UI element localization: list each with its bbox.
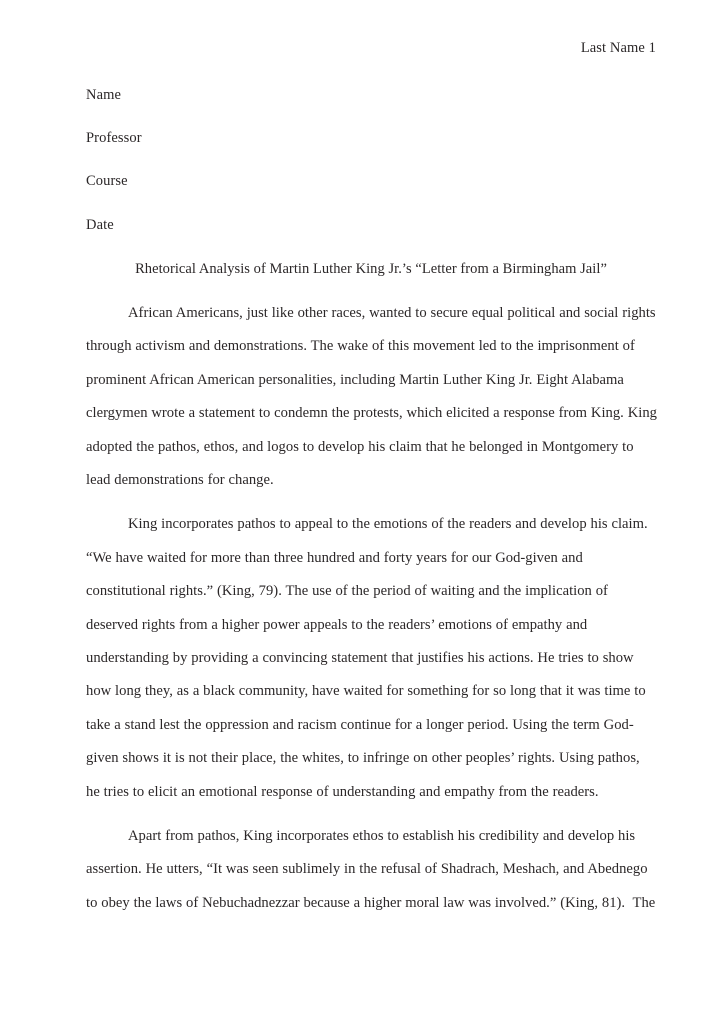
- heading-line-date: Date: [86, 216, 114, 233]
- body-text: [86, 297, 661, 920]
- heading-line-course: Course: [86, 173, 128, 190]
- page-title: Rhetorical Analysis of Martin Luther King Jr.’s “Letter from a Birmingham Jail”: [135, 261, 607, 277]
- heading-line-name: Name: [86, 87, 122, 103]
- paragraph-2: King incorporates pathos to appeal to the emotions of the readers and develop his claim. “We have waited for more than three hundred and forty years for our God-given and constitutional rights.” (King, 79). The use of the period of waiting and the implication of deserved rights from a higher power appeals to the readers’ emotions of empathy and understanding by providing a convincing statement that justifies his actions. He tries to show how long they, as a black community, have waited for something for so long that it was time to take a stand lest the oppression and racism continue for a longer period. Using the term God-given shows it is not their place, the whites, to infringe on other peoples’ rights. Using pathos, he tries to elicit an emotional response of understanding and empathy from the readers.: [86, 516, 652, 800]
- paragraph-1: African Americans, just like other races, wanted to secure equal political and social rights through activism and demonstrations. The wake of this movement led to the imprisonment of prominent African American personalities, including Martin Luther King Jr. Eight Alabama clergymen wrote a statement to condemn the protests, which elicited a response from King. King adopted the pathos, ethos, and logos to develop his claim that he belonged in Montgomery to lead demonstrations for change.: [86, 305, 661, 489]
- heading-line-professor: Professor: [86, 130, 142, 147]
- paragraph-3: Apart from pathos, King incorporates ethos to establish his credibility and develop his assertion. He utters, “It was seen sublimely in the refusal of Shadrach, Meshach, and Abednego to obey the laws of Nebuchadnezzar because a higher moral law was involved.” (King, 81). The: [86, 827, 656, 911]
- running-header: Last Name 1: [580, 40, 656, 56]
- mla-heading-block: [86, 88, 656, 261]
